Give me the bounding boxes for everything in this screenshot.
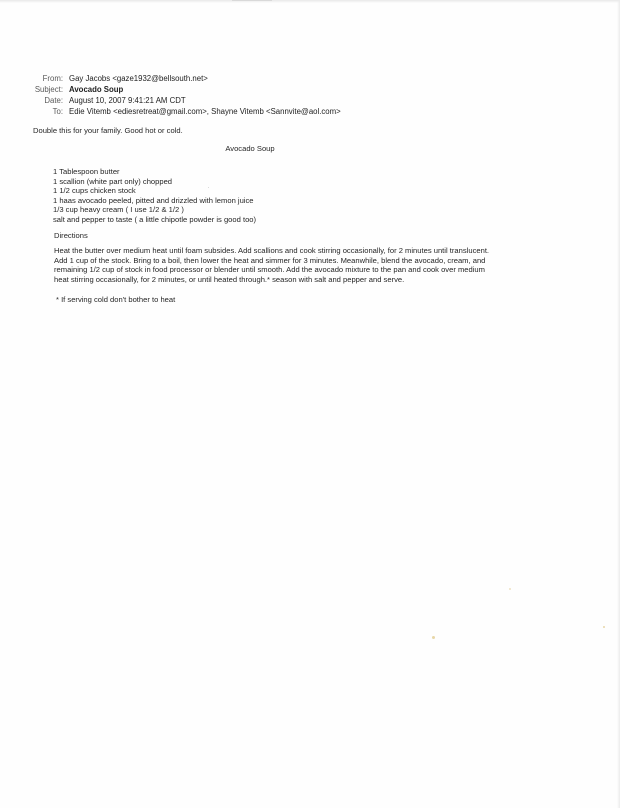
intro-text: Double this for your family. Good hot or cold. — [33, 126, 183, 135]
paper-speck — [432, 636, 435, 639]
date-value: August 10, 2007 9:41:21 AM CDT — [69, 96, 186, 105]
from-label: From: — [42, 74, 63, 83]
paper-speck — [603, 626, 605, 628]
to-value: Edie Vitemb <ediesretreat@gmail.com>, Shayne Vitemb <Sannvite@aol.com> — [69, 107, 341, 116]
scan-mark — [232, 0, 272, 1]
subject-value: Avocado Soup — [69, 85, 124, 94]
ingredient-item: 1 1/2 cups chicken stock — [53, 186, 136, 196]
email-header — [0, 73, 560, 117]
recipe-title: Avocado Soup — [225, 144, 275, 153]
date-label: Date: — [44, 96, 63, 105]
scan-edge — [0, 0, 620, 3]
subject-row — [0, 84, 560, 95]
directions-line: Heat the butter over medium heat until foam subsides. Add scallions and cook stirring occasionally, for 2 minutes until translucent. — [54, 246, 490, 255]
ingredient-item: 1 haas avocado peeled, pitted and drizzled with lemon juice — [53, 195, 254, 205]
to-label: To: — [52, 107, 63, 116]
date-row — [0, 95, 560, 106]
from-value: Gay Jacobs <gaze1932@bellsouth.net> — [69, 74, 208, 83]
ingredient-list — [53, 167, 256, 225]
ingredient-item: salt and pepper to taste ( a little chipotle powder is good too) — [53, 214, 257, 224]
directions-heading: Directions — [54, 231, 88, 240]
subject-label: Subject: — [34, 85, 63, 94]
paper-speck — [509, 588, 511, 590]
serving-note: * If serving cold don't bother to heat — [56, 295, 176, 304]
ingredient-item: 1/3 cup heavy cream ( I use 1/2 & 1/2 ) — [53, 205, 184, 215]
directions-paragraph — [54, 246, 534, 284]
to-row — [0, 106, 560, 117]
ingredient-item: 1 scallion (white part only) chopped — [53, 176, 173, 186]
ingredient-item: 1 Tablespoon butter — [53, 167, 120, 176]
from-row — [0, 73, 560, 84]
directions-line: heat stirring occasionally, for 2 minutes, or until heated through.* season with salt and pepper and serve. — [54, 274, 405, 284]
directions-line: Add 1 cup of the stock. Bring to a boil, then lower the heat and simmer for 3 minutes. Meanwhile, blend the avocado, cream, and — [54, 255, 486, 265]
directions-line: remaining 1/2 cup of stock in food processor or blender until smooth. Add the avocado mixture to the pan and cook over medium — [54, 265, 485, 275]
